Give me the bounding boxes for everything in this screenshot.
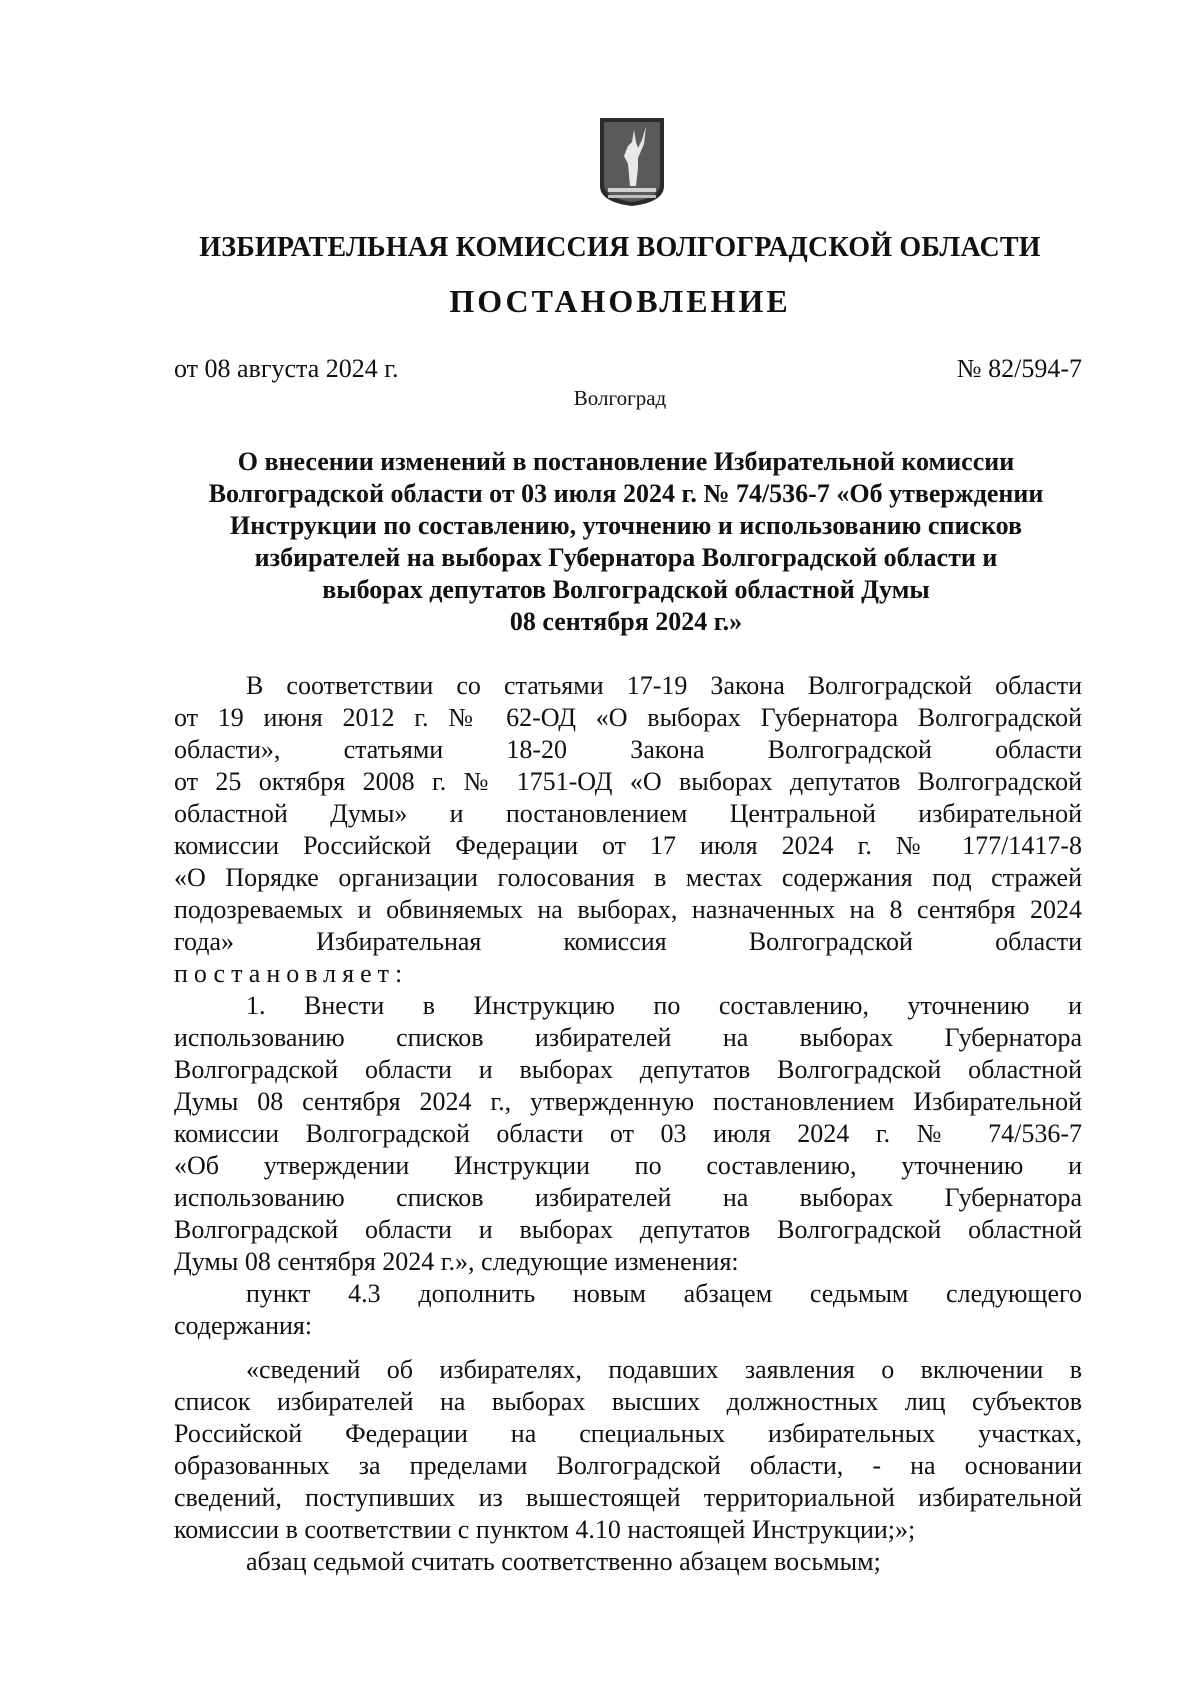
document-body (174, 670, 1082, 1578)
text-line: подозреваемых и обвиняемых на выборах, назначенных на 8 сентября 2024 (174, 895, 1082, 924)
text-line: от 25 октября 2008 г. № 1751-ОД «О выборах депутатов Волгоградской (174, 767, 1082, 796)
title-line: выборах депутатов Волгоградской областной Думы (322, 575, 930, 604)
organization-name: ИЗБИРАТЕЛЬНАЯ КОМИССИЯ ВОЛГОГРАДСКОЙ ОБЛАСТИ (199, 232, 1041, 263)
text-line: использованию списков избирателей на выборах Губернатора (174, 1183, 1082, 1212)
text-line: комиссии Российской Федерации от 17 июля 2024 г. № 177/1417-8 (174, 831, 1082, 860)
text-line: области», статьями 18-20 Закона Волгоградской области (174, 735, 1082, 764)
document-type: ПОСТАНОВЛЕНИЕ (449, 283, 791, 319)
title-line: Волгоградской области от 03 июля 2024 г. № 74/536-7 «Об утверждении (208, 479, 1044, 508)
coat-of-arms-icon (598, 116, 666, 208)
title-line: избирателей на выборах Губернатора Волгоградской области и (254, 543, 998, 572)
item-1-point-paragraph (174, 1278, 1082, 1342)
text-line: областной Думы» и постановлением Центральной избирательной (174, 799, 1082, 828)
text-line: 1. Внести в Инструкцию по составлению, уточнению и (246, 991, 1082, 1020)
text-line: список избирателей на выборах высших должностных лиц субъектов (174, 1387, 1082, 1416)
quote-paragraph (174, 1354, 1082, 1546)
text-line: Думы 08 сентября 2024 г.», следующие изменения: (174, 1247, 739, 1276)
text-line: пункт 4.3 дополнить новым абзацем седьмым следующего (246, 1279, 1082, 1308)
title-line: Инструкции по составлению, уточнению и использованию списков (229, 511, 1022, 540)
text-line: «сведений об избирателях, подавших заявления о включении в (246, 1355, 1082, 1384)
title-line: О внесении изменений в постановление Избирательной комиссии (237, 447, 1015, 476)
text-line: «О Порядке организации голосования в местах содержания под стражей (174, 863, 1082, 892)
text-line: комиссии в соответствии с пунктом 4.10 настоящей Инструкции;»; (174, 1515, 916, 1544)
text-line: абзац седьмой считать соответственно абзацем восьмым; (246, 1547, 881, 1576)
text-line: комиссии Волгоградской области от 03 июля 2024 г. № 74/536-7 (174, 1119, 1082, 1148)
text-line: содержания: (174, 1311, 313, 1340)
text-line: использованию списков избирателей на выборах Губернатора (174, 1023, 1082, 1052)
item-1-paragraph (174, 990, 1082, 1278)
text-line: Думы 08 сентября 2024 г., утвержденную постановлением Избирательной (174, 1087, 1082, 1116)
text-line: «Об утверждении Инструкции по составлению, уточнению и (174, 1151, 1082, 1180)
text-line: от 19 июня 2012 г. № 62-ОД «О выборах Губернатора Волгоградской (174, 703, 1082, 732)
text-line: Волгоградской области и выборах депутатов Волгоградской областной (174, 1055, 1082, 1084)
text-line: года» Избирательная комиссия Волгоградской области (174, 927, 1082, 956)
text-line: Волгоградской области и выборах депутатов Волгоградской областной (174, 1215, 1082, 1244)
text-line: образованных за пределами Волгоградской области, - на основании (174, 1451, 1082, 1480)
text-line: сведений, поступивших из вышестоящей территориальной избирательной (174, 1483, 1082, 1512)
preamble-paragraph (174, 670, 1082, 990)
document-date: от 08 августа 2024 г. (174, 354, 399, 383)
document-city: Волгоград (573, 386, 667, 410)
document-number: № 82/594-7 (956, 354, 1082, 383)
resolves-word: постановляет: (174, 959, 409, 988)
last-paragraph (174, 1546, 1082, 1578)
title-line: 08 сентября 2024 г.» (509, 607, 743, 636)
text-line: Российской Федерации на специальных избирательных участках, (174, 1419, 1082, 1448)
text-line: В соответствии со статьями 17-19 Закона Волгоградской области (246, 671, 1082, 700)
document-title (170, 446, 1082, 638)
